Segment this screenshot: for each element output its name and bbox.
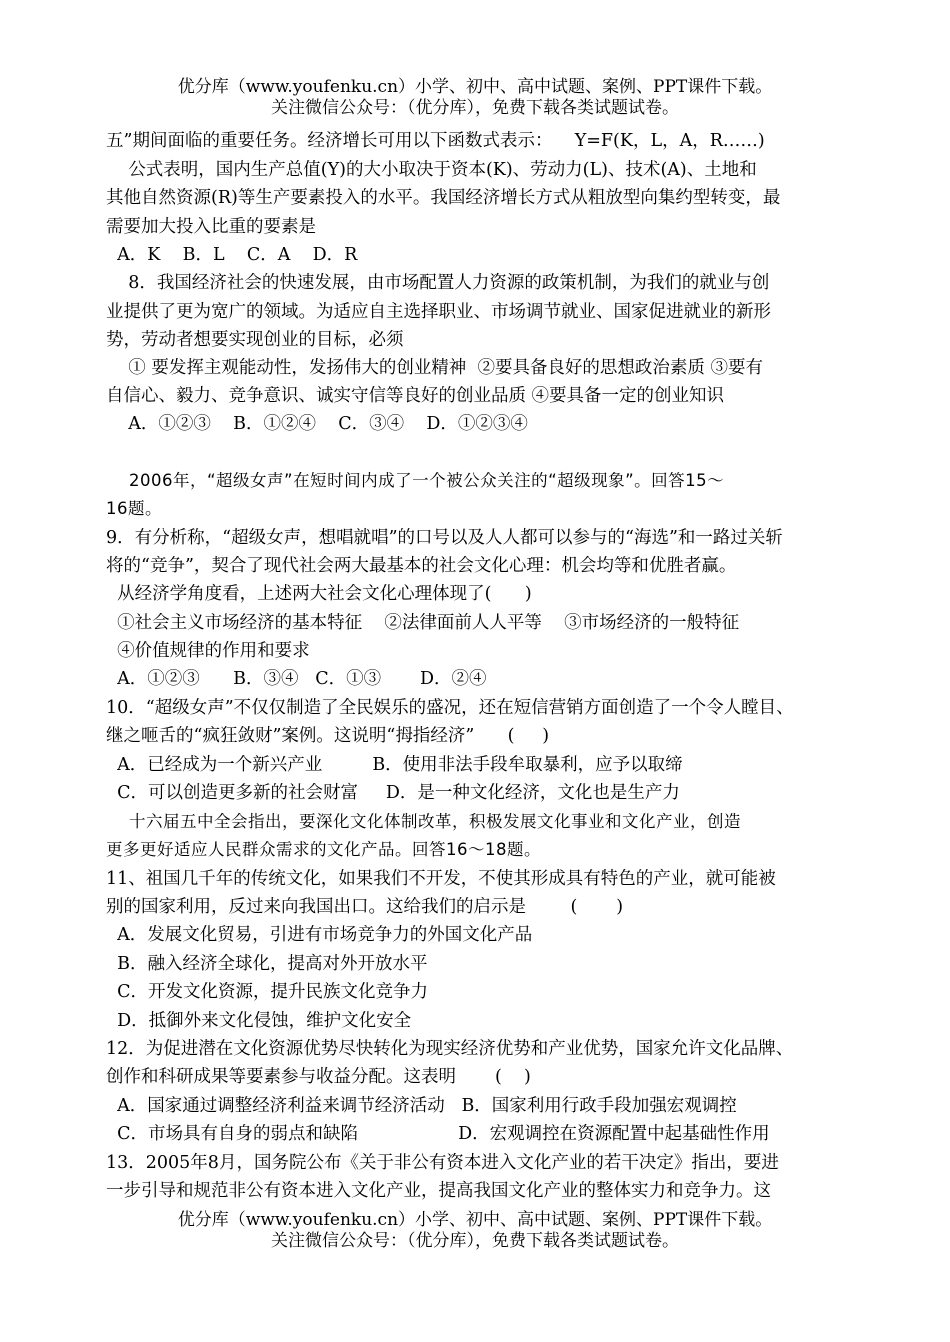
- question-11-stem: 11、祖国几千年的传统文化，如果我们不开发，不使其形成具有特色的产业，就可能被: [106, 869, 776, 889]
- text-line: 五”期间面临的重要任务。经济增长可用以下函数式表示： Y=F(K，L，A，R……): [106, 131, 765, 151]
- question-9-options: A．①②③ B．③④ C．①③ D．②④: [106, 669, 487, 689]
- question-12-stem: 12．为促进潜在文化资源优势尽快转化为现实经济优势和产业优势，国家允许文化品牌、: [106, 1039, 794, 1059]
- text-line: ①社会主义市场经济的基本特征 ②法律面前人人平等 ③市场经济的一般特征: [106, 613, 740, 633]
- question-10-stem: 10．“超级女声”不仅仅制造了全民娱乐的盛况，还在短信营销方面创造了一个令人瞠目、: [106, 698, 794, 718]
- text-line: 将的“竞争”，契合了现代社会两大最基本的社会文化心理：机会均等和优胜者赢。: [106, 556, 737, 576]
- text-line: 其他自然资源(R)等生产要素投入的水平。我国经济增长方式从粗放型向集约型转变，最: [106, 188, 781, 208]
- text-line: 继之咂舌的“疯狂敛财”案例。这说明“拇指经济” ( ): [106, 726, 550, 746]
- question-10-options-ab: A．已经成为一个新兴产业 B．使用非法手段牟取暴利，应予以取缔: [106, 755, 683, 775]
- question-9-stem: 9．有分析称，“超级女声，想唱就唱”的口号以及人人都可以参与的“海选”和一路过关斩: [106, 528, 783, 548]
- text-line: ④价值规律的作用和要求: [106, 641, 310, 661]
- page-header-line-1: 优分库（www.youfenku.cn）小学、初中、高中试题、案例、PPT课件下载。: [177, 77, 773, 97]
- material-intro-1: 2006年，“超级女声”在短时间内成了一个被公众关注的“超级现象”。回答15～: [106, 471, 725, 490]
- question-11-option-c: C．开发文化资源，提升民族文化竞争力: [106, 982, 429, 1002]
- question-10-options-cd: C．可以创造更多新的社会财富 D．是一种文化经济，文化也是生产力: [106, 783, 680, 803]
- question-12-options-cd: C．市场具有自身的弱点和缺陷 D．宏观调控在资源配置中起基础性作用: [106, 1124, 770, 1144]
- material-intro-2: 十六届五中全会指出，要深化文化体制改革，积极发展文化事业和文化产业，创造: [106, 812, 741, 831]
- question-11-option-b: B．融入经济全球化，提高对外开放水平: [106, 954, 428, 974]
- text-line: 需要加大投入比重的要素是: [106, 217, 316, 237]
- text-line: 公式表明，国内生产总值(Y)的大小取决于资本(K)、劳动力(L)、技术(A)、土地和: [106, 160, 757, 180]
- text-line: 创作和科研成果等要素参与收益分配。这表明 ( ): [106, 1067, 531, 1087]
- page-footer-line-2: 关注微信公众号：（优分库），免费下载各类试题试卷。: [271, 1231, 679, 1251]
- question-13-stem: 13．2005年8月，国务院公布《关于非公有资本进入文化产业的若干决定》指出，要进: [106, 1153, 779, 1173]
- text-line: 从经济学角度看，上述两大社会文化心理体现了( ): [106, 584, 532, 604]
- text-line: 别的国家利用，反过来向我国出口。这给我们的启示是 ( ): [106, 897, 624, 917]
- page-footer-line-1: 优分库（www.youfenku.cn）小学、初中、高中试题、案例、PPT课件下载。: [177, 1210, 773, 1230]
- material-intro-2-cont: 更多更好适应人民群众需求的文化产品。回答16～18题。: [106, 840, 541, 859]
- text-line: 自信心、毅力、竞争意识、诚实守信等良好的创业品质 ④要具备一定的创业知识: [106, 386, 725, 406]
- text-line: 势，劳动者想要实现创业的目标，必须: [106, 330, 404, 350]
- material-intro-1-cont: 16题。: [106, 499, 162, 518]
- question-7-options: A．K B．L C．A D．R: [106, 245, 358, 265]
- question-12-options-ab: A．国家通过调整经济利益来调节经济活动 B．国家利用行政手段加强宏观调控: [106, 1096, 737, 1116]
- text-line: ① 要发挥主观能动性，发扬伟大的创业精神 ②要具备良好的思想政治素质 ③要有: [106, 358, 763, 378]
- question-8-options: A．①②③ B．①②④ C．③④ D．①②③④: [106, 414, 528, 434]
- question-11-option-d: D．抵御外来文化侵蚀，维护文化安全: [106, 1011, 412, 1031]
- question-11-option-a: A．发展文化贸易，引进有市场竞争力的外国文化产品: [106, 925, 533, 945]
- text-line: 业提供了更为宽广的领域。为适应自主选择职业、市场调节就业、国家促进就业的新形: [106, 302, 771, 322]
- page-header-line-2: 关注微信公众号：（优分库），免费下载各类试题试卷。: [271, 98, 679, 118]
- question-8-stem: 8．我国经济社会的快速发展，由市场配置人力资源的政策机制，为我们的就业与创: [106, 273, 770, 293]
- text-line: 一步引导和规范非公有资本进入文化产业，提高我国文化产业的整体实力和竞争力。这: [106, 1181, 771, 1201]
